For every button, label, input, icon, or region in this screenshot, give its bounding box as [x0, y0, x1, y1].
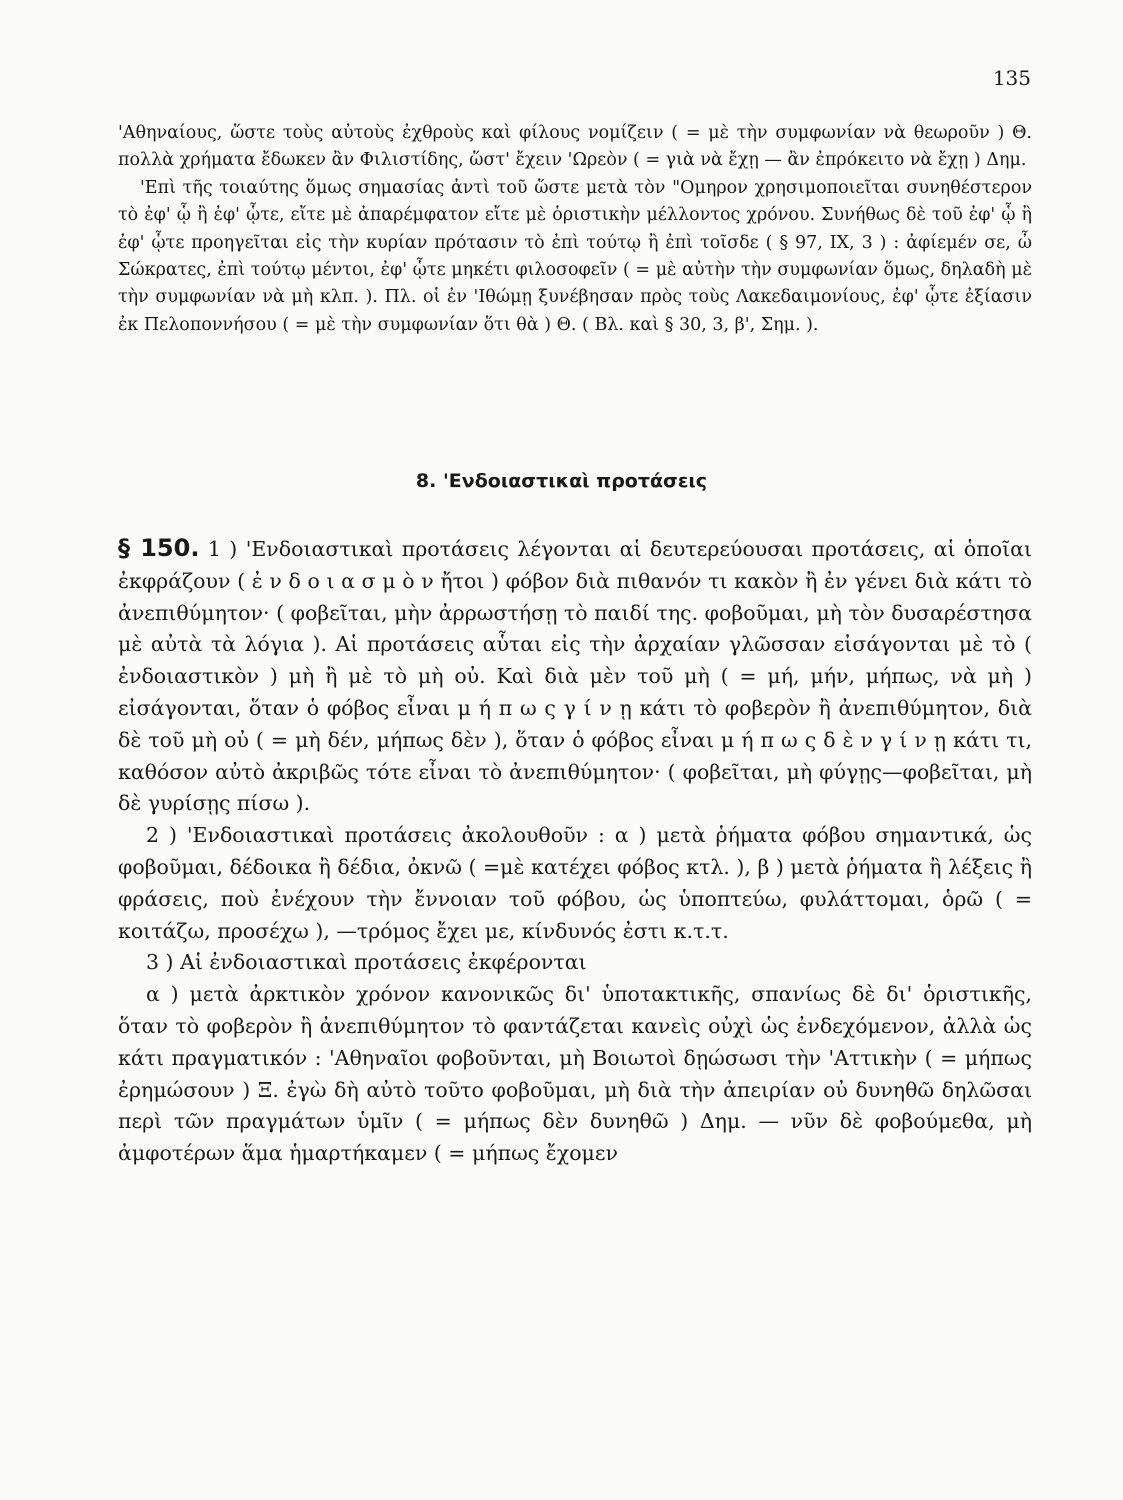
- paragraph-150-3a: α ) μετὰ ἀρκτικὸν χρόνον κανονικῶς δι' ὑποτακτικῆς, σπανίως δὲ δι' ὁριστικῆς, ὅταν τὸ φοβερὸν ἢ ἀνεπιθύμητον τὸ φαντάζεται κανεὶς οὐχὶ ὡς ἐνδεχόμενον, ἀλλὰ ὡς κάτι πραγματικόν : 'Αθηναῖοι φοβοῦνται, μὴ Βοιωτοὶ δῃώσωσι τὴν 'Αττικὴν ( = μήπως ἐρημώσουν ) Ξ. ἐγὼ δὴ αὐτὸ τοῦτο φοβοῦμαι, μὴ διὰ τὴν ἀπειρίαν οὐ δυνηθῶ δηλῶσαι περὶ τῶν πραγμάτων ὑμῖν ( = μήπως δὲν δυνηθῶ ) Δημ. — νῦν δὲ φοβούμεθα, μὴ ἀμφοτέρων ἅμα ἡμαρτήκαμεν ( = μήπως ἔχομεν: [118, 982, 1032, 1166]
- page-number: 135: [992, 66, 1031, 90]
- upper-text-block: [118, 120, 1032, 339]
- small-paragraph-2: 'Επὶ τῆς τοιαύτης ὅμως σημασίας ἀντὶ τοῦ ὥστε μετὰ τὸν "Ομηρον χρησιμοποιεῖται συνηθέστερον τὸ ἐφ' ᾧ ἢ ἐφ' ᾧτε, εἴτε μὲ ἀπαρέμφατον εἴτε μὲ ὁριστικὴν μέλλοντος χρόνου. Συνήθως δὲ τοῦ ἐφ' ᾧ ἢ ἐφ' ᾧτε προηγεῖται εἰς τὴν κυρίαν πρότασιν τὸ ἐπὶ τούτῳ ἢ ἐπὶ τοῖσδε ( § 97, IX, 3 ) : ἀφίεμέν σε, ὦ Σώκρατες, ἐπὶ τούτῳ μέντοι, ἐφ' ᾧτε μηκέτι φιλοσοφεῖν ( = μὲ αὐτὴν τὴν συμφωνίαν ὅμως, δηλαδὴ μὲ τὴν συμφωνίαν νὰ μὴ κλπ. ). Πλ. οἱ ἐν 'Ιθώμῃ ξυνέβησαν πρὸς τοὺς Λακεδαιμονίους, ἐφ' ᾧτε ἐξίασιν ἐκ Πελοποννήσου ( = μὲ τὴν συμφωνίαν ὅτι θὰ ) Θ. ( Βλ. καὶ § 30, 3, β', Σημ. ).: [118, 177, 1032, 335]
- small-paragraph-1: 'Αθηναίους, ὥστε τοὺς αὐτοὺς ἐχθροὺς καὶ φίλους νομίζειν ( = μὲ τὴν συμφωνίαν νὰ θεωροῦν ) Θ. πολλὰ χρήματα ἔδωκεν ἂν Φιλιστίδης, ὥστ' ἔχειν 'Ωρεὸν ( = γιὰ νὰ ἔχῃ — ἂν ἐπρόκειτο νὰ ἔχῃ ) Δημ.: [118, 123, 1032, 171]
- section-paragraph-number: § 150.: [118, 534, 200, 562]
- paragraph-150-1: [118, 533, 1032, 820]
- section-heading: 8. 'Ενδοιαστικαὶ προτάσεις: [415, 470, 708, 492]
- paragraph-150-1-text: 1 ) 'Ενδοιαστικαὶ προτάσεις λέγονται αἱ δευτερεύουσαι προτάσεις, αἱ ὁποῖαι ἐκφράζουν ( ἐ ν δ ο ι α σ μ ὸ ν ἤτοι ) φόβον διὰ πιθανόν τι κακὸν ἢ ἐν γένει διὰ κάτι τὸ ἀνεπιθύμητον· ( φοβεῖται, μὴν ἀρρωστήσῃ τὸ παιδί της. φοβοῦμαι, μὴ τὸν δυσαρέστησα μὲ αὐτὰ τὰ λόγια ). Αἱ προτάσεις αὗται εἰς τὴν ἀρχαίαν γλῶσσαν εἰσάγονται μὲ τὸ ( ἐνδοιαστικὸν ) μὴ ἢ μὲ τὸ μὴ οὐ. Καὶ διὰ μὲν τοῦ μὴ ( = μή, μήν, μήπως, νὰ μὴ ) εἰσάγονται, ὅταν ὁ φόβος εἶναι μ ή π ω ς γ ί ν ῃ κάτι τὸ φοβερὸν ἢ ἀνεπιθύμητον, διὰ δὲ τοῦ μὴ οὐ ( = μὴ δέν, μήπως δὲν ), ὅταν ὁ φόβος εἶναι μ ή π ω ς δ ὲ ν γ ί ν ῃ κάτι τι, καθόσον αὐτὸ ἀκριβῶς τότε εἶναι τὸ ἀνεπιθύμητον· ( φοβεῖται, μὴ φύγῃς—φοβεῖται, μὴ δὲ γυρίσῃς πίσω ).: [118, 537, 1032, 816]
- paragraph-150-3: 3 ) Αἱ ἐνδοιαστικαὶ προτάσεις ἐκφέρονται: [146, 950, 587, 975]
- main-text-block: [118, 533, 1032, 1170]
- paragraph-150-2: 2 ) 'Ενδοιαστικαὶ προτάσεις ἀκολουθοῦν : α ) μετὰ ῥήματα φόβου σημαντικά, ὡς φοβοῦμαι, δέδοικα ἢ δέδια, ὀκνῶ ( =μὲ κατέχει φόβος κτλ. ), β ) μετὰ ῥήματα ἢ λέξεις ἢ φράσεις, ποὺ ἐνέχουν τὴν ἔννοιαν τοῦ φόβου, ὡς ὑποπτεύω, φυλάττομαι, ὁρῶ ( = κοιτάζω, προσέχω ), —τρόμος ἔχει με, κίνδυνός ἐστι κ.τ.τ.: [118, 823, 1032, 943]
